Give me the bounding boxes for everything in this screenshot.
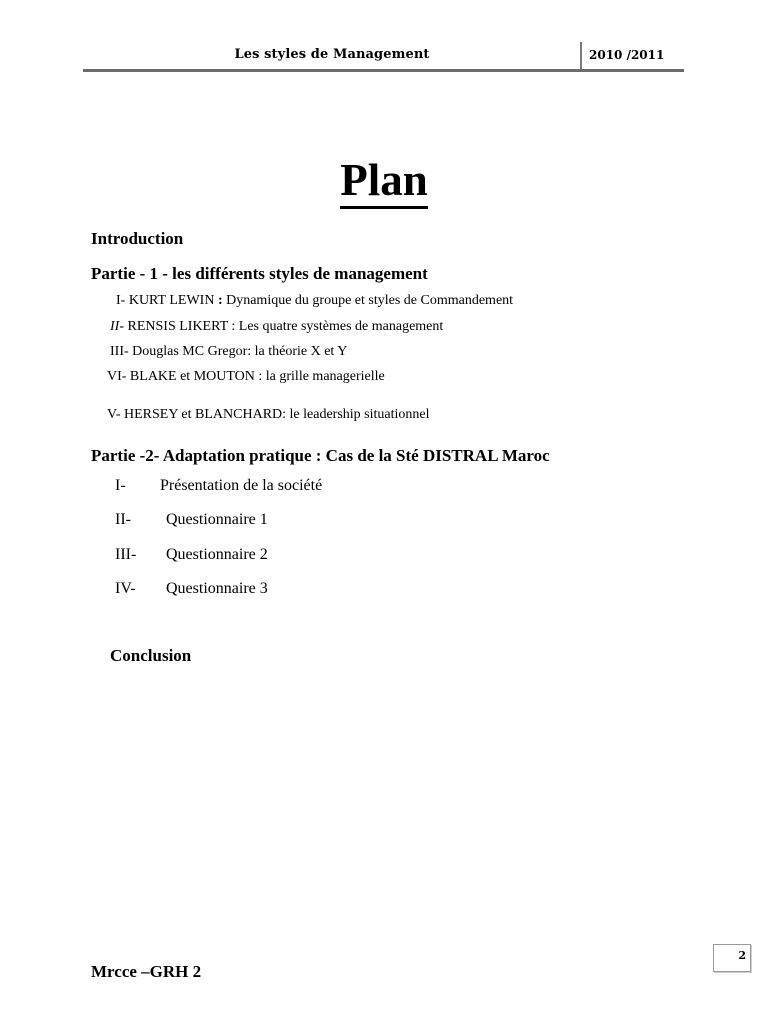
partie1-item-1-sep: : (217, 293, 223, 308)
partie2-item-3-num: III- (115, 546, 137, 563)
header-title: Les styles de Management (234, 47, 430, 62)
partie2-item-2 (115, 511, 268, 529)
partie2-item-4-text: Questionnaire 3 (166, 580, 268, 597)
header-rule (83, 69, 684, 72)
partie2-item-2-text: Questionnaire 1 (166, 511, 268, 528)
page-title-text: Plan (340, 155, 428, 209)
partie1-item-1-num: I- (116, 293, 126, 308)
partie1-item-2-num: II (110, 319, 120, 334)
page-number-box (713, 944, 751, 972)
partie2-item-4-num: IV- (115, 580, 136, 597)
partie1-item-1-text: Dynamique du groupe et styles de Commandement (222, 293, 514, 308)
partie1-item-1 (116, 293, 513, 309)
partie2-item-1-text: Présentation de la société (160, 477, 323, 494)
header-divider (580, 42, 582, 71)
page-title (0, 155, 768, 205)
partie1-item-1-prefix: KURT LEWIN (128, 293, 218, 308)
page-number: 2 (738, 949, 746, 962)
footer-label: Mrcce –GRH 2 (91, 962, 202, 981)
partie2-item-4 (115, 580, 268, 598)
partie1-item-3: III- Douglas MC Gregor: la théorie X et Y (110, 344, 348, 359)
partie2-item-3 (115, 546, 268, 564)
partie2-heading: Partie -2- Adaptation pratique : Cas de la Sté DISTRAL Maroc (91, 446, 550, 465)
header-year: 2010 /2011 (589, 48, 665, 62)
partie1-item-5: V- HERSEY et BLANCHARD: le leadership situationnel (107, 407, 430, 422)
partie2-item-3-text: Questionnaire 2 (166, 546, 268, 563)
partie1-heading: Partie - 1 - les différents styles de management (91, 264, 428, 283)
partie2-item-1 (115, 477, 322, 495)
partie2-item-2-num: II- (115, 511, 131, 528)
partie2-item-1-num: I- (115, 477, 126, 494)
introduction-heading: Introduction (91, 229, 184, 248)
conclusion-heading: Conclusion (110, 646, 192, 665)
partie1-item-2 (110, 319, 443, 335)
partie1-item-2-text: - RENSIS LIKERT : Les quatre systèmes de management (119, 319, 444, 334)
partie1-item-4: VI- BLAKE et MOUTON : la grille managerielle (107, 369, 385, 384)
